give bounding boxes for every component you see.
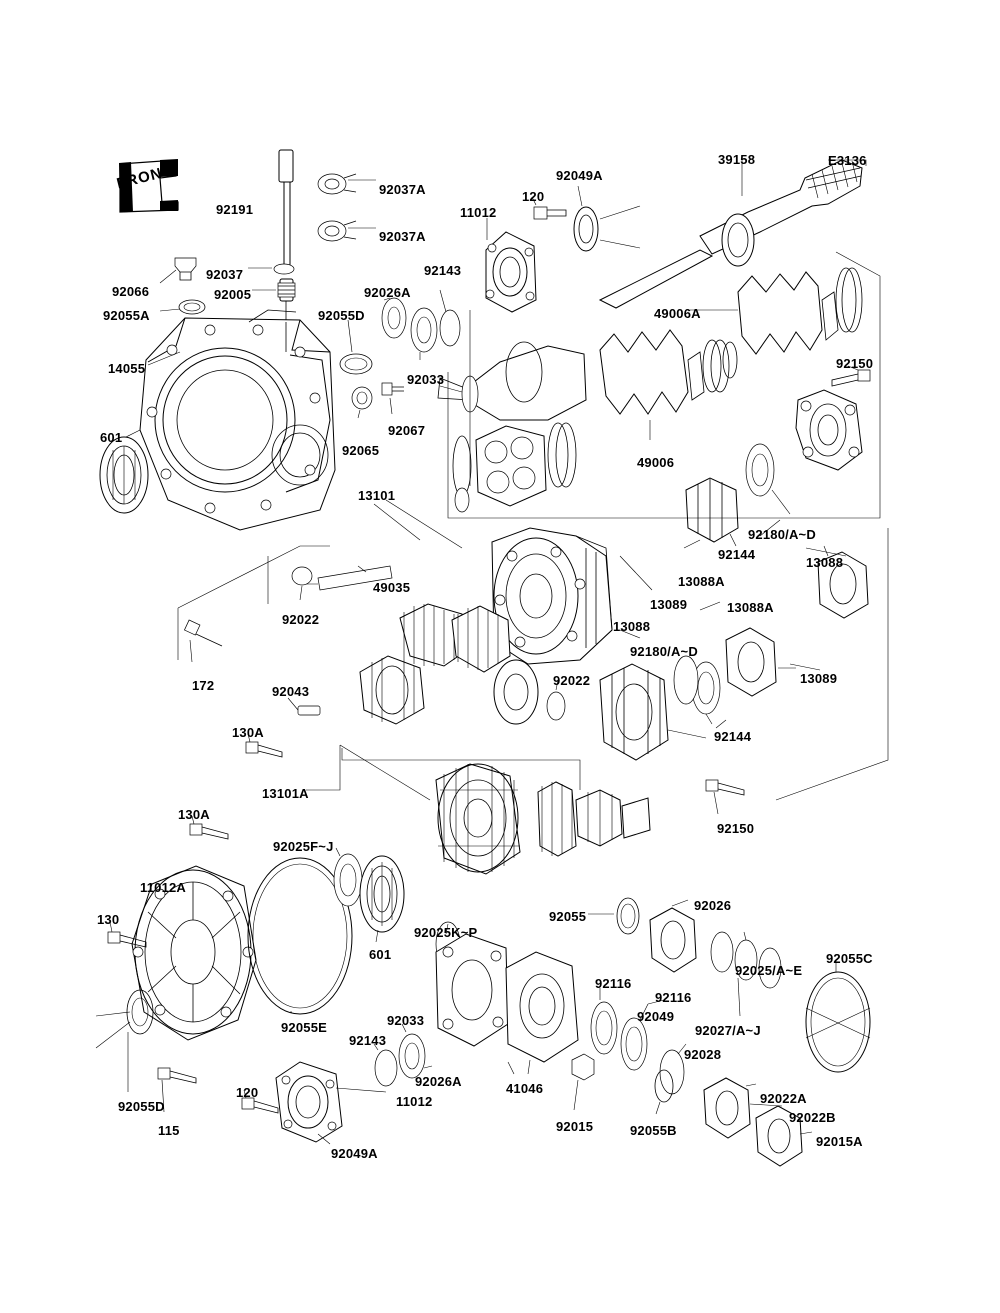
label-115: 115 [158,1123,180,1138]
part-11012-cap-upper [486,218,536,312]
part-92005-fitting [252,283,295,297]
part-92049A-seal-upper [574,186,640,251]
part-11012-cap-lower [276,1062,386,1144]
part-13089-ring-right [726,628,796,696]
label-92043: 92043 [272,684,310,699]
part-92180-shim-right [746,444,790,514]
part-92055-oring-lower [588,898,639,934]
label-130A-upper: 130A [232,725,264,740]
label-41046: 41046 [506,1081,544,1096]
label-92143-lower: 92143 [349,1033,387,1048]
label-92055E: 92055E [281,1020,328,1035]
part-92015-nut [572,1054,594,1110]
label-92067: 92067 [388,423,426,438]
pinion-gear-shaft [538,782,650,856]
label-92033-upper: 92033 [407,372,445,387]
part-92055A-oring [160,300,205,314]
part-92026A-shim [382,298,406,338]
part-92037-washer [248,264,294,274]
part-601-bearing-lower [360,856,404,942]
label-92066: 92066 [112,284,150,299]
label-92055C: 92055C [826,951,873,966]
label-92027A-J: 92027/A~J [695,1023,761,1038]
label-diagram-code: E3136 [828,153,867,168]
label-92055B: 92055B [630,1123,677,1138]
label-92005: 92005 [214,287,252,302]
label-92049A-lower: 92049A [331,1146,378,1161]
label-92026: 92026 [694,898,732,913]
label-92055D-lower: 92055D [118,1099,165,1114]
part-92043-pin [288,698,320,715]
label-92037A-2: 92037A [379,229,426,244]
part-92026-bearing [650,900,696,972]
label-601-lower: 601 [369,947,392,962]
label-92015A: 92015A [816,1134,863,1149]
label-11012-upper: 11012 [460,205,497,220]
label-14055: 14055 [108,361,146,376]
label-92191: 92191 [216,202,254,217]
part-92143-collar [440,290,460,346]
part-92025F-shims [334,848,362,906]
part-92066-plug [160,258,196,283]
cv-joint-inner [438,342,586,420]
label-92150-lower: 92150 [717,821,755,836]
label-49035: 49035 [373,580,411,595]
label-13088A-2: 13088A [727,600,774,615]
label-120-lower: 120 [236,1085,259,1100]
part-92033-lower [399,1024,432,1078]
front-orientation-label: FRONT [115,162,175,193]
label-92022A: 92022A [760,1091,807,1106]
label-92065: 92065 [342,443,380,458]
part-92033-ring [411,308,437,360]
part-92055D-oring-top [340,320,372,374]
label-92033-lower: 92033 [387,1013,425,1028]
label-13089-center: 13089 [650,597,688,612]
part-92055C-oring [806,960,870,1072]
label-92026A-lower: 92026A [415,1074,462,1089]
cv-ball-cage [453,423,576,512]
part-92150-bolt-lower [706,780,744,814]
hub-flange-right [796,390,862,470]
part-92144-bearing-right [686,478,738,546]
part-92037A-clamps [318,174,376,241]
part-39158-drive-shaft [600,160,866,308]
label-92028: 92028 [684,1047,722,1062]
label-92180-right: 92180/A~D [748,527,816,542]
label-92144-lower: 92144 [714,729,752,744]
part-49006A-boot-right [690,268,862,354]
label-92037: 92037 [206,267,244,282]
label-92055: 92055 [549,909,587,924]
label-130: 130 [97,912,120,927]
label-92143-upper: 92143 [424,263,462,278]
label-92049-lower: 92049 [637,1009,675,1024]
label-92025K-P: 92025K~P [414,925,478,940]
label-13088A-1: 13088A [678,574,725,589]
label-172: 172 [192,678,215,693]
label-13088-right: 13088 [806,555,844,570]
part-41046-housing [436,934,578,1074]
label-92150-upper: 92150 [836,356,874,371]
part-92067-bolt [382,383,404,414]
label-92015: 92015 [556,1119,594,1134]
label-92049A-upper: 92049A [556,168,603,183]
part-92116-seal [591,988,617,1054]
part-49006-boot-center [600,330,737,440]
part-172-bolt [178,546,330,662]
label-13088-center: 13088 [613,619,651,634]
label-92026A-upper: 92026A [364,285,411,300]
label-49006: 49006 [637,455,675,470]
label-92025A-E: 92025/A~E [735,963,803,978]
label-13101: 13101 [358,488,396,503]
label-92022B: 92022B [789,1110,836,1125]
label-92022-left: 92022 [282,612,320,627]
label-92025F-J: 92025F~J [273,839,334,854]
part-92143-lower [374,1044,397,1086]
label-120-upper: 120 [522,189,545,204]
label-92022-center: 92022 [553,673,591,688]
label-92116-1: 92116 [595,976,632,991]
part-92065-seal [352,387,372,418]
label-92144-right: 92144 [718,547,756,562]
label-92055D-upper: 92055D [318,308,365,323]
label-11012A: 11012A [140,880,187,895]
label-92055A: 92055A [103,308,150,323]
label-49006A: 49006A [654,306,701,321]
label-92180-center: 92180/A~D [630,644,698,659]
label-601-left: 601 [100,430,123,445]
label-11012-lower: 11012 [396,1094,433,1109]
part-14055-housing [140,310,335,530]
label-13089-right: 13089 [800,671,838,686]
label-39158: 39158 [718,152,756,167]
label-92037A-1: 92037A [379,182,426,197]
label-13101A: 13101A [262,786,309,801]
part-13101A-ring-gear [306,745,520,874]
label-92116-2: 92116 [655,990,692,1005]
label-130A-lower: 130A [178,807,210,822]
